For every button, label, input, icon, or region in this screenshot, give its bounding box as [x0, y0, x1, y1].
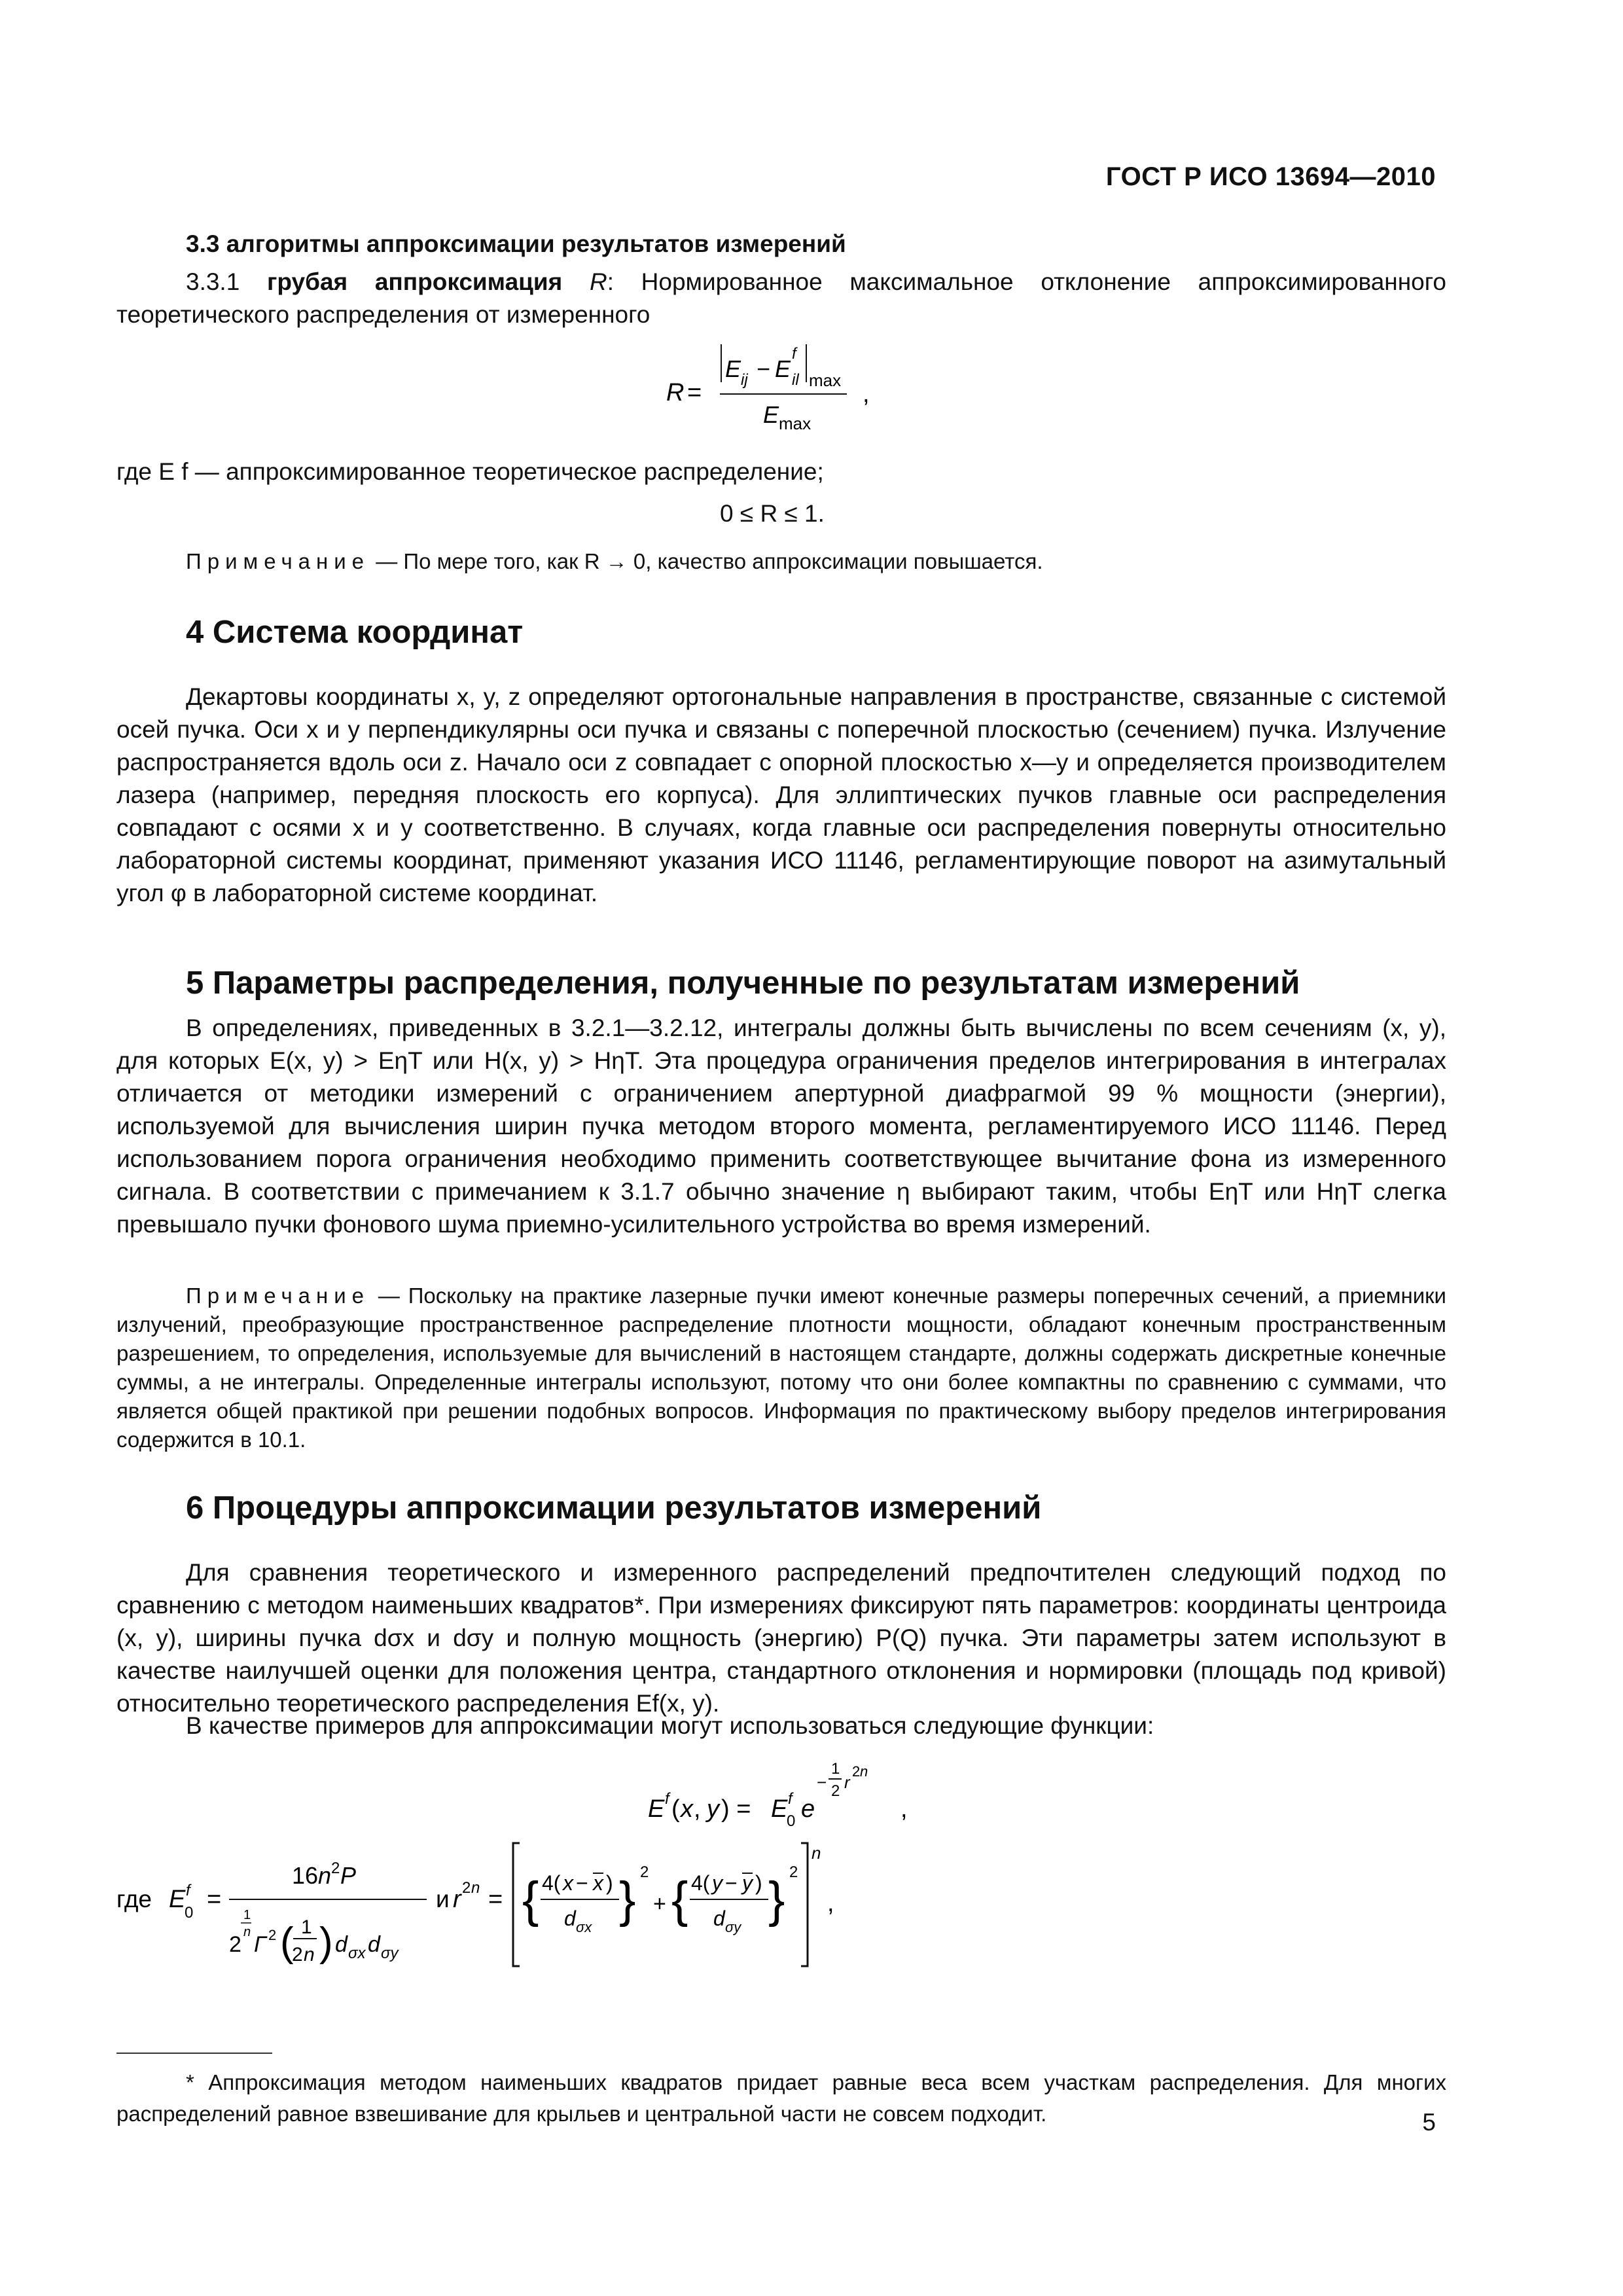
formula-r	[666, 334, 941, 445]
svg-text:σx: σx	[576, 1919, 592, 1935]
svg-text:ij: ij	[741, 371, 748, 389]
section-6-body: Для сравнения теоретического и измеренного распределений предпочтителен следующий подход по сравнению с методом наименьших квадратов*. При измерениях фиксируют пять параметров: координаты центроида (x, y), ширины пучка dσx и dσy и полную мощность (энергию) P(Q) пучка. Эти параметры затем используют в качестве наилучшей оценки для положения центра, стандартного отклонения и нормировки (площадь под кривой) относительно теоретического распределения Ef(x, y).	[116, 1559, 1446, 1717]
note-text: — По мере того, как R → 0, качество аппроксимации повышается.	[376, 549, 1043, 573]
note-3-3	[186, 547, 1446, 576]
svg-text:1: 1	[831, 1760, 840, 1778]
svg-text:Γ: Γ	[254, 1932, 267, 1957]
svg-text:2: 2	[640, 1863, 649, 1881]
svg-text:x: x	[681, 1795, 693, 1823]
svg-text:e: e	[801, 1795, 815, 1823]
svg-text:σy: σy	[725, 1919, 741, 1935]
svg-text:y: y	[707, 1795, 719, 1823]
range-r: 0 ≤ R ≤ 1.	[720, 500, 825, 527]
svg-text:σx: σx	[348, 1945, 366, 1962]
svg-text:и: и	[436, 1886, 450, 1912]
svg-text:2: 2	[229, 1932, 241, 1957]
svg-text:=: =	[687, 379, 702, 406]
note-5	[116, 1282, 1446, 1454]
svg-text:,: ,	[827, 1890, 834, 1917]
svg-text:r: r	[453, 1886, 461, 1913]
formula-e0-r2n	[116, 1838, 902, 1975]
svg-text:f: f	[665, 1790, 669, 1808]
svg-text:d: d	[335, 1932, 348, 1957]
definition-3-3-1	[116, 266, 1446, 331]
svg-text:(: (	[671, 1795, 680, 1823]
svg-text:}: }	[619, 1872, 636, 1928]
svg-text:E: E	[648, 1795, 665, 1823]
standard-code: ГОСТ Р ИСО 13694—2010	[1105, 162, 1436, 191]
svg-text:=: =	[488, 1886, 503, 1913]
svg-text:2: 2	[789, 1863, 798, 1881]
svg-text:}: }	[768, 1872, 785, 1928]
section-5-body: В определениях, приведенных в 3.2.1—3.2.12, интегралы должны быть вычислены по всем сечениям (x, y), для которых E(x, y) > EηT или H(x, y) > HηT. Эта процедура ограничения пределов интегрирования в интегралах отличается от методики измерений с ограничением апертурной диафрагмой 99 % мощности (энергии), используемой для вычисления ширин пучка методом второго момента, регламентируемого ИСО 11146. Перед использованием порога ограничения необходимо применить соответствующее вычитание фона из измеренного сигнала. В соответствии с примечанием к 3.1.7 обычно значение η выбирают таким, чтобы EηT или HηT слегка превышало пучки фонового шума приемно-усилительного устройства во время измерений.	[116, 1014, 1446, 1238]
svg-text:y: y	[742, 1871, 753, 1895]
section-6-heading: 6 Процедуры аппроксимации результатов измерений	[186, 1490, 1042, 1526]
where-ef: где E f — аппроксимированное теоретическое распределение;	[116, 458, 824, 485]
svg-text:4(: 4(	[542, 1871, 561, 1895]
svg-text:=: =	[207, 1886, 222, 1913]
svg-text:max: max	[809, 370, 842, 390]
svg-text:1: 1	[301, 1916, 312, 1938]
svg-text:n: n	[243, 1925, 251, 1939]
svg-text:il: il	[792, 371, 799, 389]
svg-text:): )	[755, 1871, 762, 1895]
svg-text:{: {	[671, 1872, 688, 1928]
svg-text:2: 2	[462, 1879, 471, 1897]
svg-text:d: d	[564, 1907, 576, 1930]
svg-text:{: {	[522, 1872, 539, 1928]
svg-text:−: −	[725, 1871, 738, 1895]
svg-text:R: R	[666, 379, 685, 406]
svg-text:n: n	[304, 1944, 315, 1965]
note-label: Примечание	[186, 1283, 370, 1308]
svg-text:f: f	[186, 1882, 190, 1899]
svg-text:2: 2	[292, 1944, 303, 1965]
section-4-body: Декартовы координаты x, y, z определяют ортогональные направления в пространстве, связанные с системой осей пучка. Оси x и y перпендикулярны оси пучка и связаны с поперечной плоскостью (сечением) пучка. Излучение распространяется вдоль оси z. Начало оси z совпадает с опорной плоскостью x—y и определяется производителем лазера (например, передняя плоскость его корпуса). Для эллиптических пучков главные оси распределения совпадают с осями x и y соответственно. В случаях, когда главные оси распределения повернуты относительно лабораторной системы координат, применяют указания ИСО 11146, регламентирующие поворот на азимутальный угол φ в лабораторной системе координат.	[116, 683, 1446, 906]
svg-text:y: y	[712, 1871, 722, 1895]
svg-text:f: f	[788, 1790, 793, 1808]
svg-text:16: 16	[292, 1862, 319, 1889]
svg-text:): )	[319, 1920, 333, 1965]
svg-text:4(: 4(	[691, 1871, 710, 1895]
note-text: — Поскольку на практике лазерные пучки имеют конечные размеры поперечных сечений, а приемники излучений, преобразующие пространственное распределение плотности мощности, обладают конечным пространственным разрешением, то определения, используемые для вычислений в настоящем стандарте, должны содержать дискретные конечные суммы, а не интегралы. Определенные интегралы используют, потому что они более компактны по сравнению с суммами, что является общей практикой при решении подобных вопросов. Информация по практическому выбору пределов интегрирования содержится в 10.1.	[116, 1283, 1446, 1452]
svg-text:x: x	[593, 1871, 603, 1895]
svg-text:P: P	[340, 1862, 357, 1889]
section-4-heading: 4 Система координат	[186, 615, 524, 650]
svg-text:−: −	[576, 1871, 588, 1895]
footnote: * Аппроксимация методом наименьших квадратов придает равные веса всем участкам распределения. Для многих распределений равное взвешивание для крыльев и центральной части не совсем подходит.	[116, 2070, 1446, 2126]
svg-text:,: ,	[901, 1795, 908, 1823]
svg-text:n: n	[860, 1763, 868, 1780]
svg-text:) =: ) =	[721, 1795, 751, 1823]
section-3-3-heading: 3.3 алгоритмы аппроксимации результатов измерений	[186, 230, 846, 257]
svg-text:max: max	[779, 414, 812, 433]
svg-text:E: E	[169, 1886, 186, 1913]
svg-text:f: f	[792, 345, 796, 363]
svg-text:n: n	[812, 1843, 821, 1863]
svg-text:n: n	[318, 1862, 332, 1889]
section-5-heading: 5 Параметры распределения, полученные по результатам измерений	[186, 965, 1300, 1001]
formula-ef	[648, 1749, 949, 1834]
svg-text:E: E	[771, 1795, 788, 1823]
definition-term: грубая аппроксимация	[267, 268, 563, 295]
page-number: 5	[1422, 2109, 1436, 2136]
svg-text:,: ,	[694, 1795, 701, 1823]
definition-text: : Нормированное максимальное отклонение аппроксимированного теоретического распределения от измеренного	[116, 268, 1447, 328]
svg-text:где: где	[116, 1886, 152, 1912]
svg-text:0: 0	[185, 1904, 194, 1922]
definition-symbol: R	[589, 268, 607, 295]
svg-text:E: E	[725, 355, 741, 382]
svg-text:): )	[606, 1871, 613, 1895]
svg-text:−: −	[757, 355, 771, 382]
svg-text:n: n	[471, 1879, 480, 1897]
svg-text:2: 2	[268, 1927, 277, 1943]
svg-text:−: −	[817, 1772, 827, 1792]
svg-text:2: 2	[852, 1763, 861, 1780]
svg-text:1: 1	[243, 1908, 251, 1922]
footnote-separator	[116, 2053, 272, 2054]
section-6-examples-intro: В качестве примеров для аппроксимации могут использоваться следующие функции:	[186, 1712, 1154, 1739]
svg-text:x: x	[563, 1871, 573, 1895]
definition-number: 3.3.1	[186, 268, 240, 295]
svg-text:d: d	[368, 1932, 380, 1957]
svg-text:r: r	[844, 1772, 850, 1792]
svg-text:2: 2	[831, 1782, 840, 1800]
svg-text:2: 2	[331, 1859, 340, 1877]
svg-text:E: E	[763, 401, 779, 428]
svg-text:,: ,	[863, 380, 870, 408]
svg-text:σy: σy	[381, 1945, 399, 1962]
svg-text:d: d	[713, 1907, 725, 1930]
svg-text:+: +	[653, 1892, 666, 1916]
svg-text:E: E	[775, 355, 791, 382]
note-label: Примечание	[186, 549, 370, 573]
svg-text:(: (	[280, 1920, 294, 1965]
svg-text:0: 0	[787, 1812, 796, 1830]
